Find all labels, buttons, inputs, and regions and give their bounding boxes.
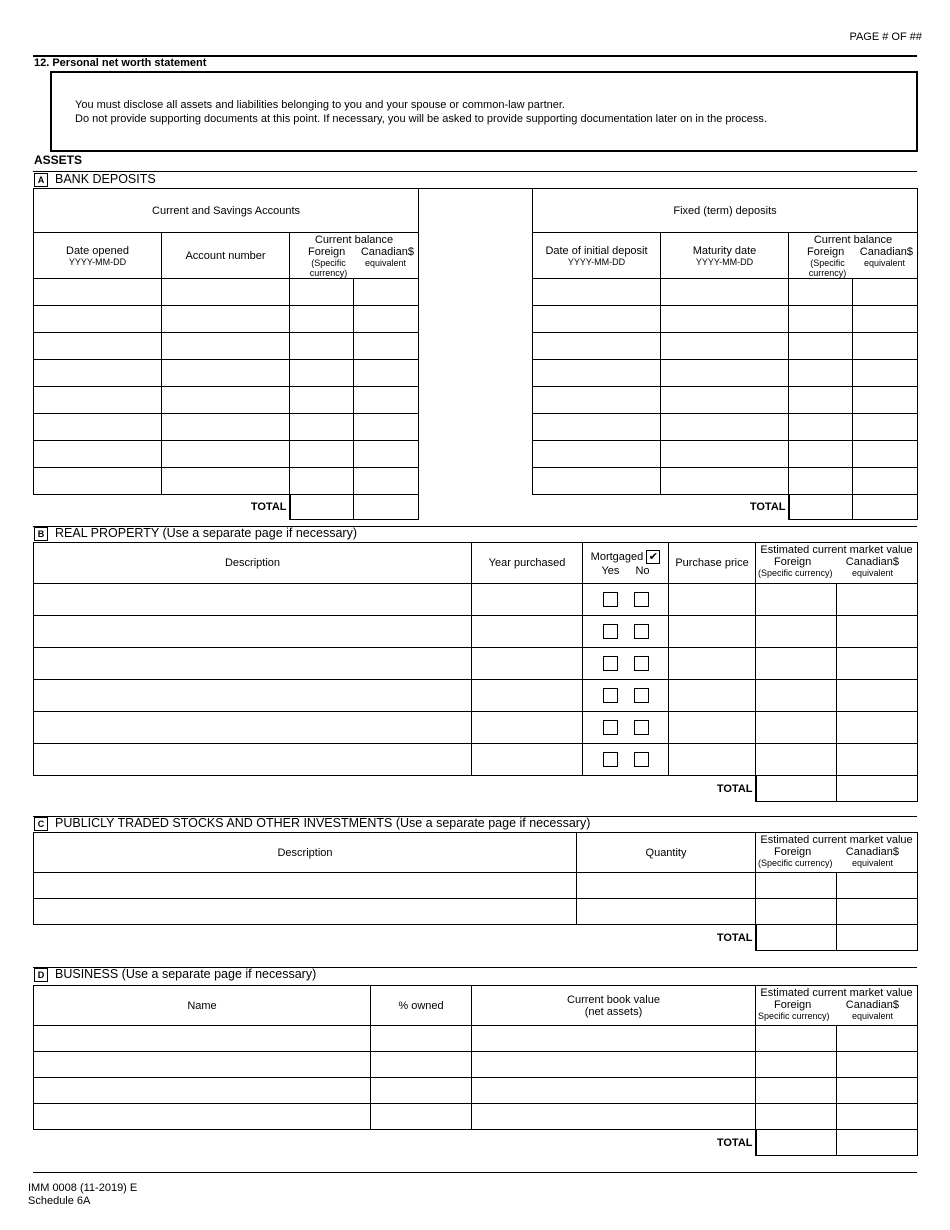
stocks-canadian-1[interactable] — [837, 873, 918, 899]
date-format-label: YYYY-MM-DD — [567, 256, 626, 267]
property-price-1[interactable] — [669, 584, 756, 616]
property-mortgaged-1 — [583, 584, 669, 616]
property-foreign-6[interactable] — [756, 744, 837, 776]
mortgaged-no-checkbox[interactable] — [634, 624, 649, 639]
business-foreign-1[interactable] — [756, 1026, 837, 1052]
table-row — [34, 441, 419, 468]
business-canadian-4[interactable] — [837, 1104, 918, 1130]
savings-total-label: TOTAL — [162, 495, 290, 520]
business-total-label: TOTAL — [472, 1130, 756, 1156]
table-row — [533, 333, 918, 360]
specific-currency-label: (Specific currency) — [309, 258, 348, 278]
table-row — [34, 1026, 918, 1052]
savings-canadian-3[interactable] — [354, 333, 419, 360]
fixed-foreign-6[interactable] — [789, 414, 853, 441]
savings-canadian-1[interactable] — [354, 279, 419, 306]
specific-currency-label: (Specific currency) — [758, 568, 833, 578]
mortgaged-no-checkbox[interactable] — [634, 592, 649, 607]
property-description-3[interactable] — [34, 648, 472, 680]
property-foreign-5[interactable] — [756, 712, 837, 744]
property-canadian-5[interactable] — [837, 712, 918, 744]
business-total-canadian[interactable] — [837, 1130, 918, 1156]
property-year-1[interactable] — [472, 584, 583, 616]
fixed-canadian-2[interactable] — [853, 306, 918, 333]
section-a-letter: A — [34, 173, 48, 187]
mortgaged-yes-checkbox[interactable] — [603, 624, 618, 639]
fixed-canadian-5[interactable] — [853, 387, 918, 414]
checkmark-icon: ✔ — [646, 550, 660, 564]
mortgaged-yes-checkbox[interactable] — [603, 720, 618, 735]
property-mortgaged-5 — [583, 712, 669, 744]
table-row — [34, 414, 419, 441]
table-row — [533, 306, 918, 333]
savings-foreign-6[interactable] — [290, 414, 354, 441]
savings-date-opened-7[interactable] — [34, 441, 162, 468]
mortgaged-label: Mortgaged — [590, 550, 644, 563]
form-id: IMM 0008 (11-2019) E — [28, 1182, 138, 1194]
no-label: No — [635, 564, 650, 577]
equivalent-label: equivalent — [365, 258, 407, 268]
fixed-deposits-title: Fixed (term) deposits — [533, 189, 918, 233]
business-canadian-1[interactable] — [837, 1026, 918, 1052]
fixed-foreign-8[interactable] — [789, 468, 853, 495]
property-price-2[interactable] — [669, 616, 756, 648]
property-price-6[interactable] — [669, 744, 756, 776]
savings-date-opened-2[interactable] — [34, 306, 162, 333]
col-description: Description — [34, 833, 577, 873]
table-row — [533, 414, 918, 441]
property-price-5[interactable] — [669, 712, 756, 744]
table-row — [34, 468, 419, 495]
col-name: Name — [34, 986, 371, 1026]
stocks-foreign-1[interactable] — [756, 873, 837, 899]
fixed-canadian-4[interactable] — [853, 360, 918, 387]
property-year-2[interactable] — [472, 616, 583, 648]
mortgaged-no-checkbox[interactable] — [634, 752, 649, 767]
business-percent-owned-1[interactable] — [371, 1026, 472, 1052]
business-canadian-3[interactable] — [837, 1078, 918, 1104]
savings-account-number-6[interactable] — [162, 414, 290, 441]
table-row — [34, 873, 918, 899]
fixed-canadian-3[interactable] — [853, 333, 918, 360]
table-row — [34, 1104, 918, 1130]
equivalent-label: equivalent — [863, 258, 905, 268]
col-percent-owned: % owned — [371, 986, 472, 1026]
current-balance-label: Current balance — [314, 234, 394, 246]
property-year-6[interactable] — [472, 744, 583, 776]
fixed-maturity-date-2[interactable] — [661, 306, 789, 333]
section-b-letter: B — [34, 527, 48, 541]
fixed-canadian-8[interactable] — [853, 468, 918, 495]
fixed-canadian-6[interactable] — [853, 414, 918, 441]
col-est-market-value — [756, 986, 918, 1026]
table-row — [34, 584, 918, 616]
footer-rule — [33, 1172, 917, 1173]
savings-account-number-7[interactable] — [162, 441, 290, 468]
savings-foreign-2[interactable] — [290, 306, 354, 333]
table-row — [34, 1078, 918, 1104]
assets-heading: ASSETS — [34, 153, 83, 167]
fixed-maturity-date-8[interactable] — [661, 468, 789, 495]
fixed-canadian-1[interactable] — [853, 279, 918, 306]
table-row — [533, 387, 918, 414]
savings-foreign-3[interactable] — [290, 333, 354, 360]
specific-currency-label: Specific currency) — [758, 1011, 830, 1021]
col-mortgaged — [583, 543, 669, 584]
est-market-value-label: Estimated current market value — [760, 544, 913, 556]
savings-total-canadian[interactable] — [354, 495, 419, 520]
savings-foreign-7[interactable] — [290, 441, 354, 468]
fixed-maturity-date-3[interactable] — [661, 333, 789, 360]
section-a-title: BANK DEPOSITS — [55, 172, 156, 186]
savings-canadian-4[interactable] — [354, 360, 419, 387]
savings-accounts-title: Current and Savings Accounts — [34, 189, 419, 233]
col-description: Description — [34, 543, 472, 584]
savings-date-opened-8[interactable] — [34, 468, 162, 495]
canadian-label: Canadian$ — [845, 846, 900, 858]
business-name-4[interactable] — [34, 1104, 371, 1130]
table-row — [34, 648, 918, 680]
foreign-label: Foreign — [807, 246, 845, 258]
stocks-description-1[interactable] — [34, 873, 577, 899]
fixed-foreign-3[interactable] — [789, 333, 853, 360]
col-date-opened — [34, 233, 162, 279]
table-row — [533, 468, 918, 495]
col-purchase-price: Purchase price — [669, 543, 756, 584]
property-canadian-4[interactable] — [837, 680, 918, 712]
property-mortgaged-2 — [583, 616, 669, 648]
canadian-label: Canadian$ — [845, 556, 900, 568]
net-assets-label: (net assets) — [584, 1005, 643, 1018]
fixed-foreign-2[interactable] — [789, 306, 853, 333]
property-price-3[interactable] — [669, 648, 756, 680]
stocks-description-2[interactable] — [34, 899, 577, 925]
stocks-quantity-2[interactable] — [577, 899, 756, 925]
fixed-total-foreign[interactable] — [789, 495, 853, 520]
savings-account-number-4[interactable] — [162, 360, 290, 387]
business-book-value-3[interactable] — [472, 1078, 756, 1104]
table-row — [34, 360, 419, 387]
equivalent-label: equivalent — [851, 858, 894, 868]
stocks-table — [33, 832, 918, 951]
section-d-letter: D — [34, 968, 48, 982]
savings-account-number-8[interactable] — [162, 468, 290, 495]
col-book-value — [472, 986, 756, 1026]
mortgaged-no-checkbox[interactable] — [634, 720, 649, 735]
est-market-value-label: Estimated current market value — [760, 987, 913, 999]
date-format-label: YYYY-MM-DD — [68, 256, 127, 267]
fixed-maturity-date-5[interactable] — [661, 387, 789, 414]
col-maturity-label: Maturity date — [692, 244, 757, 257]
col-maturity-date — [661, 233, 789, 279]
savings-date-opened-6[interactable] — [34, 414, 162, 441]
section-b-title: REAL PROPERTY (Use a separate page if necessary) — [55, 526, 357, 540]
savings-canadian-5[interactable] — [354, 387, 419, 414]
property-canadian-2[interactable] — [837, 616, 918, 648]
col-year-purchased: Year purchased — [472, 543, 583, 584]
property-description-1[interactable] — [34, 584, 472, 616]
est-market-value-label: Estimated current market value — [760, 834, 913, 846]
savings-canadian-6[interactable] — [354, 414, 419, 441]
foreign-label: Foreign — [774, 556, 812, 568]
property-year-5[interactable] — [472, 712, 583, 744]
savings-foreign-1[interactable] — [290, 279, 354, 306]
mortgaged-yes-checkbox[interactable] — [603, 752, 618, 767]
savings-accounts-table — [33, 188, 419, 520]
property-year-3[interactable] — [472, 648, 583, 680]
business-percent-owned-3[interactable] — [371, 1078, 472, 1104]
mortgaged-no-checkbox[interactable] — [634, 688, 649, 703]
col-date-initial-deposit — [533, 233, 661, 279]
property-description-4[interactable] — [34, 680, 472, 712]
fixed-date-initial-6[interactable] — [533, 414, 661, 441]
savings-total-foreign[interactable] — [290, 495, 354, 520]
table-row — [34, 333, 419, 360]
business-foreign-2[interactable] — [756, 1052, 837, 1078]
table-row — [34, 680, 918, 712]
business-name-2[interactable] — [34, 1052, 371, 1078]
stocks-quantity-1[interactable] — [577, 873, 756, 899]
stocks-foreign-2[interactable] — [756, 899, 837, 925]
table-row — [34, 899, 918, 925]
fixed-date-initial-2[interactable] — [533, 306, 661, 333]
property-canadian-1[interactable] — [837, 584, 918, 616]
stocks-total-label: TOTAL — [577, 925, 756, 951]
canadian-label: Canadian$ — [360, 246, 415, 258]
page-number: PAGE # OF ## — [849, 31, 922, 43]
table-row — [34, 712, 918, 744]
section-title: 12. Personal net worth statement — [34, 57, 207, 69]
business-percent-owned-2[interactable] — [371, 1052, 472, 1078]
schedule-label: Schedule 6A — [28, 1195, 91, 1207]
table-row — [34, 387, 419, 414]
savings-date-opened-4[interactable] — [34, 360, 162, 387]
savings-canadian-7[interactable] — [354, 441, 419, 468]
table-row — [533, 279, 918, 306]
savings-date-opened-5[interactable] — [34, 387, 162, 414]
fixed-foreign-4[interactable] — [789, 360, 853, 387]
table-row — [34, 616, 918, 648]
fixed-foreign-7[interactable] — [789, 441, 853, 468]
fixed-deposits-table — [532, 188, 918, 520]
equivalent-label: equivalent — [851, 1011, 894, 1021]
table-row — [34, 1052, 918, 1078]
savings-account-number-5[interactable] — [162, 387, 290, 414]
mortgaged-yes-checkbox[interactable] — [603, 688, 618, 703]
col-date-opened-label: Date opened — [66, 244, 129, 257]
specific-currency-label: (Specific currency) — [808, 258, 847, 278]
section-c-title: PUBLICLY TRADED STOCKS AND OTHER INVESTMENTS (Use a separate page if necessary) — [55, 816, 591, 830]
business-name-3[interactable] — [34, 1078, 371, 1104]
col-account-number: Account number — [162, 233, 290, 279]
section-d-title: BUSINESS (Use a separate page if necessary) — [55, 967, 317, 981]
property-foreign-2[interactable] — [756, 616, 837, 648]
canadian-label: Canadian$ — [859, 246, 913, 258]
property-description-6[interactable] — [34, 744, 472, 776]
notice-box — [50, 71, 918, 152]
fixed-canadian-7[interactable] — [853, 441, 918, 468]
savings-foreign-4[interactable] — [290, 360, 354, 387]
fixed-foreign-1[interactable] — [789, 279, 853, 306]
current-balance-label: Current balance — [813, 234, 893, 246]
savings-foreign-8[interactable] — [290, 468, 354, 495]
business-book-value-2[interactable] — [472, 1052, 756, 1078]
mortgaged-yes-checkbox[interactable] — [603, 592, 618, 607]
date-format-label: YYYY-MM-DD — [695, 256, 754, 267]
real-property-table — [33, 542, 918, 802]
business-foreign-4[interactable] — [756, 1104, 837, 1130]
business-percent-owned-4[interactable] — [371, 1104, 472, 1130]
business-foreign-3[interactable] — [756, 1078, 837, 1104]
specific-currency-label: (Specific currency) — [758, 858, 833, 868]
savings-canadian-8[interactable] — [354, 468, 419, 495]
property-mortgaged-4 — [583, 680, 669, 712]
property-mortgaged-3 — [583, 648, 669, 680]
property-total-canadian[interactable] — [837, 776, 918, 802]
savings-canadian-2[interactable] — [354, 306, 419, 333]
business-name-1[interactable] — [34, 1026, 371, 1052]
equivalent-label: equivalent — [851, 568, 894, 578]
business-total-foreign[interactable] — [756, 1130, 837, 1156]
col-current-balance — [789, 233, 918, 279]
business-canadian-2[interactable] — [837, 1052, 918, 1078]
business-book-value-1[interactable] — [472, 1026, 756, 1052]
fixed-total-label: TOTAL — [661, 495, 789, 520]
fixed-maturity-date-4[interactable] — [661, 360, 789, 387]
mortgaged-yes-checkbox[interactable] — [603, 656, 618, 671]
savings-date-opened-3[interactable] — [34, 333, 162, 360]
property-foreign-4[interactable] — [756, 680, 837, 712]
foreign-label: Foreign — [774, 846, 812, 858]
fixed-date-initial-3[interactable] — [533, 333, 661, 360]
savings-account-number-2[interactable] — [162, 306, 290, 333]
col-date-initial-label: Date of initial deposit — [545, 244, 648, 257]
table-row — [533, 441, 918, 468]
table-row — [34, 306, 419, 333]
property-foreign-1[interactable] — [756, 584, 837, 616]
property-canadian-6[interactable] — [837, 744, 918, 776]
property-description-2[interactable] — [34, 616, 472, 648]
mortgaged-no-checkbox[interactable] — [634, 656, 649, 671]
property-total-foreign[interactable] — [756, 776, 837, 802]
foreign-label: Foreign — [774, 999, 812, 1011]
fixed-date-initial-5[interactable] — [533, 387, 661, 414]
property-mortgaged-6 — [583, 744, 669, 776]
savings-account-number-3[interactable] — [162, 333, 290, 360]
notice-line-2: Do not provide supporting documents at this point. If necessary, you will be asked to provide supporting documentation later on in the process. — [75, 113, 767, 125]
fixed-date-initial-1[interactable] — [533, 279, 661, 306]
foreign-label: Foreign — [308, 246, 346, 258]
fixed-date-initial-7[interactable] — [533, 441, 661, 468]
savings-date-opened-1[interactable] — [34, 279, 162, 306]
fixed-maturity-date-6[interactable] — [661, 414, 789, 441]
property-foreign-3[interactable] — [756, 648, 837, 680]
property-price-4[interactable] — [669, 680, 756, 712]
table-row — [533, 360, 918, 387]
canadian-label: Canadian$ — [845, 999, 900, 1011]
stocks-total-canadian[interactable] — [837, 925, 918, 951]
property-year-4[interactable] — [472, 680, 583, 712]
property-total-label: TOTAL — [669, 776, 756, 802]
section-c-letter: C — [34, 817, 48, 831]
stocks-total-foreign[interactable] — [756, 925, 837, 951]
fixed-date-initial-4[interactable] — [533, 360, 661, 387]
business-table — [33, 985, 918, 1156]
savings-account-number-1[interactable] — [162, 279, 290, 306]
fixed-total-canadian[interactable] — [853, 495, 918, 520]
stocks-canadian-2[interactable] — [837, 899, 918, 925]
business-book-value-4[interactable] — [472, 1104, 756, 1130]
col-est-market-value — [756, 833, 918, 873]
col-est-market-value — [756, 543, 918, 584]
table-row — [34, 744, 918, 776]
property-canadian-3[interactable] — [837, 648, 918, 680]
yes-label: Yes — [601, 564, 620, 577]
col-quantity: Quantity — [577, 833, 756, 873]
table-row — [34, 279, 419, 306]
col-current-balance — [290, 233, 419, 279]
book-value-label: Current book value — [567, 993, 660, 1006]
fixed-maturity-date-7[interactable] — [661, 441, 789, 468]
fixed-foreign-5[interactable] — [789, 387, 853, 414]
fixed-date-initial-8[interactable] — [533, 468, 661, 495]
notice-line-1: You must disclose all assets and liabilities belonging to you and your spouse or common-law partner. — [75, 99, 565, 111]
property-description-5[interactable] — [34, 712, 472, 744]
savings-foreign-5[interactable] — [290, 387, 354, 414]
fixed-maturity-date-1[interactable] — [661, 279, 789, 306]
